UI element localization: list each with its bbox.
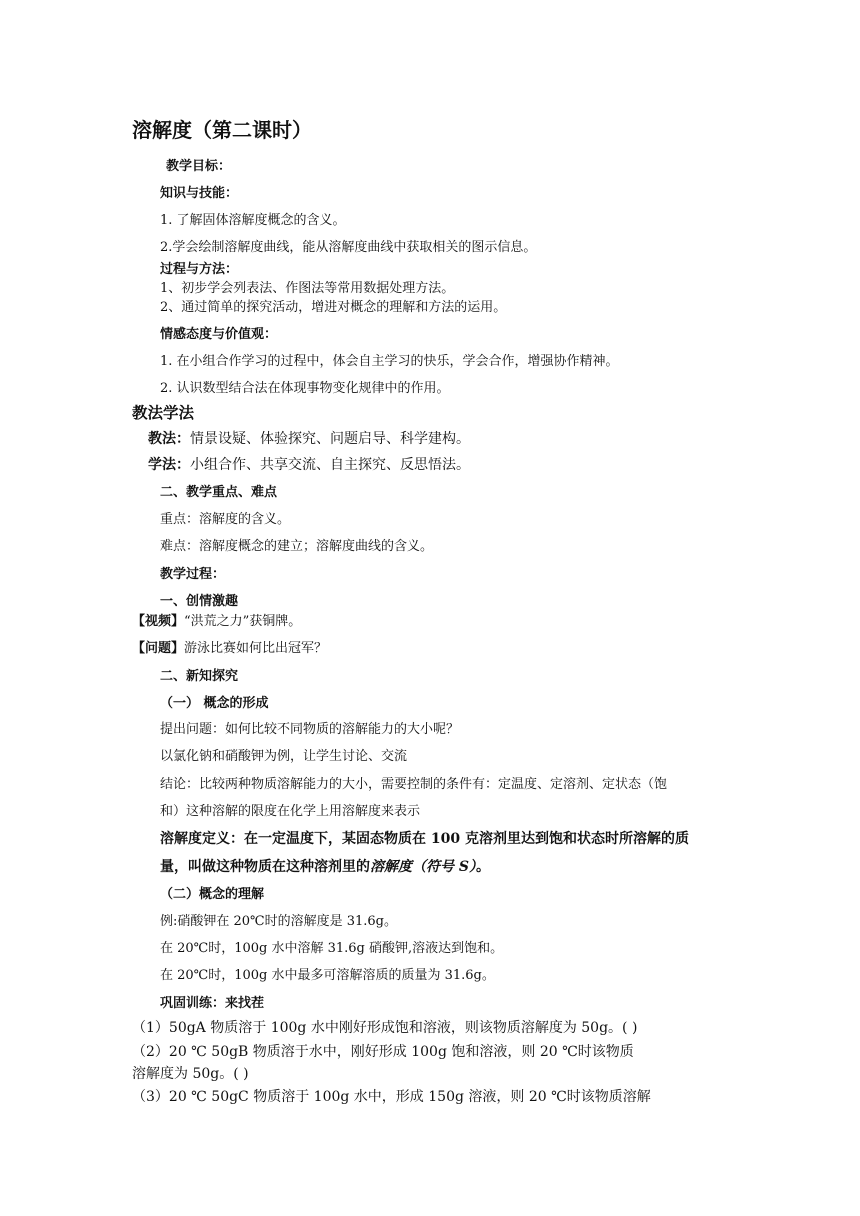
practice-line: （3）20 ℃ 50gC 物质溶于 100g 水中，形成 150g 溶液，则 20 ℃时该物质溶解 xyxy=(132,1089,651,1105)
learning-method-label: 学法： xyxy=(148,457,190,473)
intro-heading: 一、创情激趣 xyxy=(160,594,239,609)
keypoints-heading: 二、教学重点、难点 xyxy=(160,485,278,500)
learning-method-text: 小组合作、共享交流、自主探究、反思悟法。 xyxy=(190,457,470,473)
process-method-item: 2、通过简单的探究活动，增进对概念的理解和方法的运用。 xyxy=(160,300,507,315)
learning-method-line xyxy=(148,455,470,475)
explore-heading: 二、新知探究 xyxy=(160,669,239,684)
video-tag: 【视频】 xyxy=(132,614,185,629)
definition-line xyxy=(160,857,490,877)
emotion-item: 2. 认识数型结合法在体现事物变化规律中的作用。 xyxy=(160,381,450,396)
process-method-heading: 过程与方法： xyxy=(160,262,239,277)
practice-line: （2）20 ℃ 50gB 物质溶于水中，刚好形成 100g 饱和溶液，则 20 ℃时该物质 xyxy=(132,1044,634,1060)
page-title: 溶解度（第二课时） xyxy=(132,118,312,142)
practice-heading: 巩固训练：来找茬 xyxy=(160,996,265,1011)
teaching-method-line xyxy=(148,429,470,449)
knowledge-item: 2.学会绘制溶解度曲线，能从溶解度曲线中获取相关的图示信息。 xyxy=(160,240,537,255)
concept-understanding-heading: （二）概念的理解 xyxy=(160,887,265,902)
knowledge-heading: 知识与技能： xyxy=(160,186,239,201)
practice-line: （1）50gA 物质溶于 100g 水中刚好形成饱和溶液，则该物质溶解度为 50g。( ) xyxy=(132,1020,638,1036)
question-line xyxy=(132,640,327,658)
concept-formation-heading: （一） 概念的形成 xyxy=(160,696,269,711)
example-line: 在 20℃时，100g 水中溶解 31.6g 硝酸钾,溶液达到饱和。 xyxy=(160,941,504,956)
concept-line: 提出问题：如何比较不同物质的溶解能力的大小呢？ xyxy=(160,722,460,737)
definition-term: 溶解度（符号 S） xyxy=(370,859,476,875)
question-text: 游泳比赛如何比出冠军？ xyxy=(184,641,328,656)
practice-line: 溶解度为 50g。( ) xyxy=(132,1066,249,1082)
emotion-heading: 情感态度与价值观： xyxy=(160,327,278,342)
teaching-method-label: 教法： xyxy=(148,431,190,447)
concept-line: 结论：比较两种物质溶解能力的大小，需要控制的条件有：定温度、定溶剂、定状态（饱 xyxy=(160,777,668,792)
teaching-process-heading: 教学过程： xyxy=(160,567,226,582)
definition-line: 溶解度定义：在一定温度下，某固态物质在 100 克溶剂里达到饱和状态时所溶解的质 xyxy=(160,831,689,847)
question-tag: 【问题】 xyxy=(132,641,185,656)
focus-point: 重点：溶解度的含义。 xyxy=(160,512,291,527)
difficulty-point: 难点：溶解度概念的建立；溶解度曲线的含义。 xyxy=(160,539,434,554)
definition-text: 量，叫做这种物质在这种溶剂里的 xyxy=(160,859,370,875)
teaching-method-text: 情景设疑、体验探究、问题启导、科学建构。 xyxy=(190,431,470,447)
concept-line: 和）这种溶解的限度在化学上用溶解度来表示 xyxy=(160,804,421,819)
emotion-item: 1. 在小组合作学习的过程中，体会自主学习的快乐，学会合作，增强协作精神。 xyxy=(160,354,619,369)
video-line xyxy=(132,613,301,631)
objectives-heading: 教学目标： xyxy=(166,159,232,174)
example-line: 在 20℃时，100g 水中最多可溶解溶质的质量为 31.6g。 xyxy=(160,968,495,983)
definition-end: 。 xyxy=(475,859,490,875)
video-text: “洪荒之力”获铜牌。 xyxy=(184,614,302,629)
knowledge-item: 1. 了解固体溶解度概念的含义。 xyxy=(160,213,346,228)
methods-heading: 教法学法 xyxy=(132,403,195,422)
concept-line: 以氯化钠和硝酸钾为例，让学生讨论、交流 xyxy=(160,749,408,764)
example-line: 例:硝酸钾在 20℃时的溶解度是 31.6g。 xyxy=(160,914,397,929)
process-method-item: 1、初步学会列表法、作图法等常用数据处理方法。 xyxy=(160,281,455,296)
